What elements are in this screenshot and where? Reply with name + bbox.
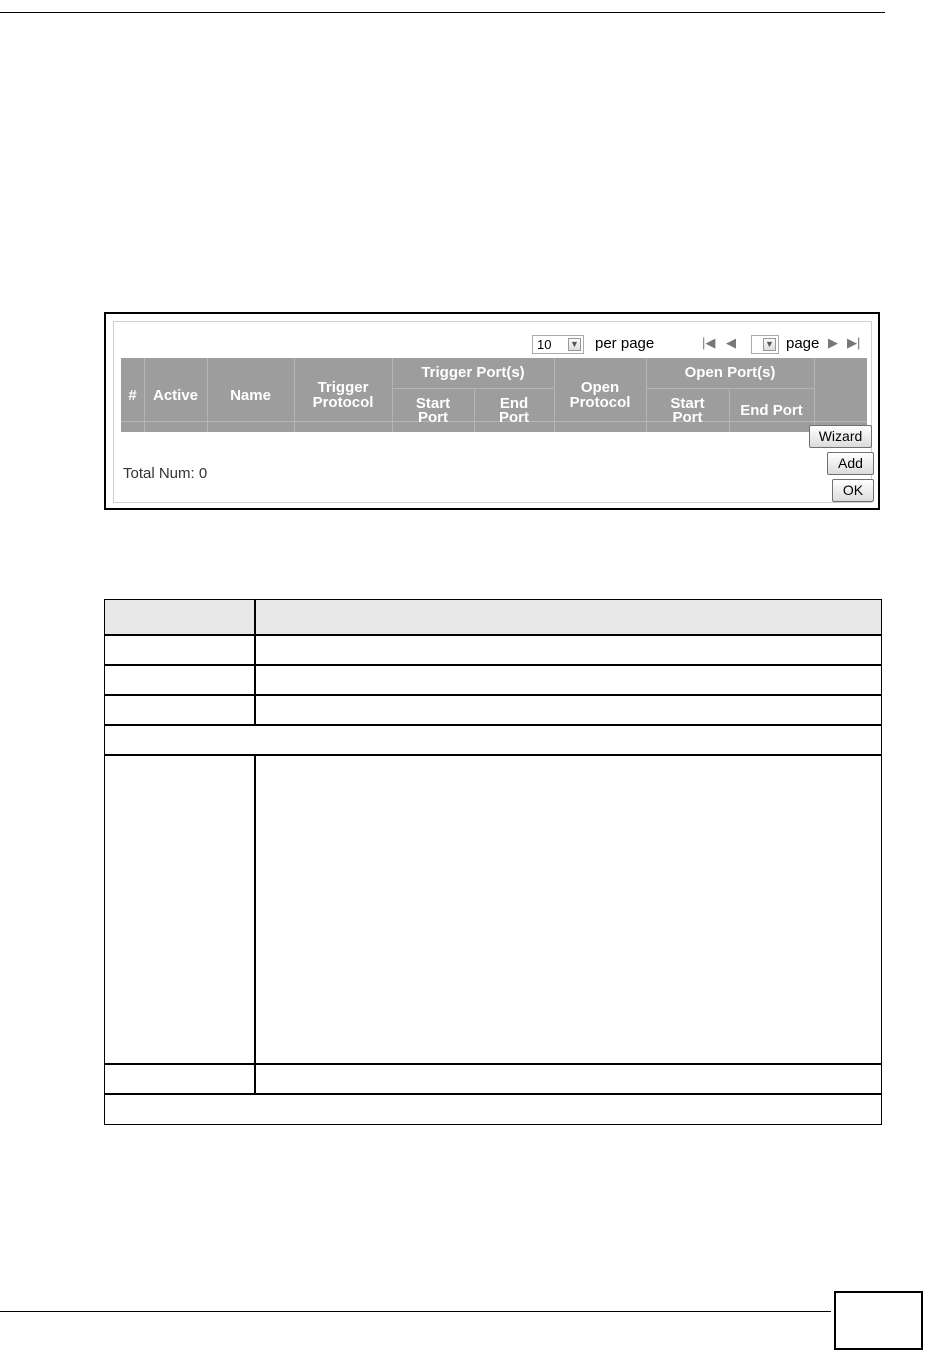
per-page-select[interactable]: 10 ▼ xyxy=(532,335,584,354)
wizard-button[interactable]: Wizard xyxy=(809,425,872,448)
top-rule xyxy=(0,12,885,13)
bottom-rule xyxy=(0,1311,831,1312)
col-open-start-line2[interactable]: Port xyxy=(672,409,703,426)
chevron-down-icon: ▼ xyxy=(763,338,776,351)
col-trigger-protocol-line2[interactable]: Protocol xyxy=(312,394,374,411)
description-table xyxy=(104,599,882,1125)
col-trigger-start-line1[interactable]: Start xyxy=(415,395,451,412)
page-number-box xyxy=(834,1291,923,1350)
next-page-icon[interactable]: ▶ xyxy=(828,335,838,350)
col-number[interactable]: # xyxy=(128,387,137,404)
chevron-down-icon: ▼ xyxy=(568,338,581,351)
page-select[interactable] xyxy=(751,335,779,354)
col-open-protocol-line1[interactable]: Open xyxy=(580,379,620,396)
col-trigger-end-line1[interactable]: End xyxy=(499,395,529,412)
col-trigger-end-line2[interactable]: Port xyxy=(499,409,529,426)
per-page-label: per page xyxy=(595,335,655,352)
previous-page-icon[interactable]: ◀ xyxy=(726,335,736,350)
table-header xyxy=(121,358,867,432)
group-open-ports: Open Port(s) xyxy=(684,364,776,381)
group-trigger-ports: Trigger Port(s) xyxy=(421,364,525,381)
col-active[interactable]: Active xyxy=(152,387,199,404)
trigger-port-panel xyxy=(113,321,872,503)
total-num: Total Num: 0 xyxy=(123,465,208,482)
screenshot-frame xyxy=(104,312,880,510)
col-trigger-start-line2[interactable]: Port xyxy=(418,409,448,426)
col-open-protocol-line2[interactable]: Protocol xyxy=(569,394,631,411)
col-name[interactable]: Name xyxy=(230,387,271,404)
col-open-end[interactable]: End Port xyxy=(740,402,803,419)
col-trigger-protocol-line1[interactable]: Trigger xyxy=(317,379,369,396)
add-button[interactable]: Add xyxy=(827,452,874,475)
last-page-icon[interactable]: ▶| xyxy=(847,335,861,350)
col-open-start-line1[interactable]: Start xyxy=(670,395,705,412)
ok-button[interactable]: OK xyxy=(832,479,874,502)
page-label: page xyxy=(786,335,820,352)
first-page-icon[interactable]: |◀ xyxy=(702,335,716,350)
